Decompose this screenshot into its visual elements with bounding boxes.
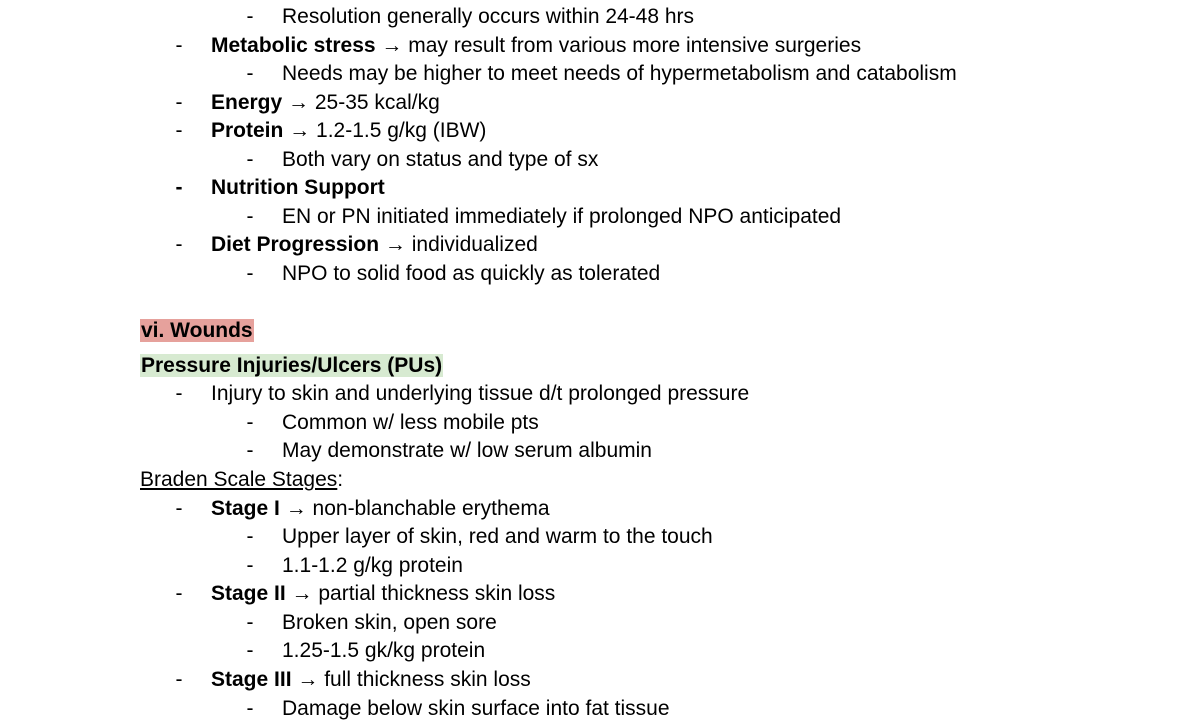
bullet-dash: - (246, 697, 254, 720)
item-text: Resolution generally occurs within 24-48 hrs (282, 5, 695, 28)
item-term: Nutrition Support (211, 176, 385, 199)
bullet-dash: - (175, 668, 183, 691)
list-item: 1.25-1.5 gk/kg protein (282, 639, 486, 662)
list-item: 1.1-1.2 g/kg protein (282, 554, 463, 577)
item-text: Both vary on status and type of sx (282, 148, 599, 171)
list-item: Upper layer of skin, red and warm to the touch (282, 525, 713, 548)
item-term: Energy (211, 91, 283, 114)
bullet-dash: - (246, 639, 254, 662)
item-text: Needs may be higher to meet needs of hypermetabolism and catabolism (282, 62, 957, 85)
list-item (282, 3, 694, 31)
bullet-dash: - (246, 411, 254, 434)
bullet-dash: - (175, 497, 183, 520)
item-text: NPO to solid food as quickly as tolerated (282, 262, 661, 285)
bullet-dash: - (246, 262, 254, 285)
list-item (211, 32, 861, 60)
list-item (282, 146, 598, 174)
arrow: → (283, 119, 317, 142)
bullet-dash: - (246, 525, 254, 548)
arrow: → (285, 582, 319, 605)
section-heading (140, 317, 254, 345)
list-item: Common w/ less mobile pts (282, 411, 539, 434)
arrow: → (375, 34, 409, 57)
item-text: EN or PN initiated immediately if prolonged NPO anticipated (282, 205, 842, 228)
item-term: Protein (211, 119, 284, 142)
arrow: → (379, 233, 412, 256)
bullet-dash: - (246, 554, 254, 577)
list-item (282, 203, 841, 231)
item-text: 1.2-1.5 g/kg (IBW) (316, 119, 487, 142)
braden-colon: : (337, 468, 344, 491)
bullet-dash: - (175, 119, 183, 142)
subheading (140, 352, 443, 380)
list-item (211, 580, 555, 608)
item-text: partial thickness skin loss (318, 582, 556, 605)
bullet-dash: - (246, 148, 254, 171)
list-item: Broken skin, open sore (282, 611, 497, 634)
bullet-dash: - (175, 582, 183, 605)
item-text: non-blanchable erythema (312, 497, 550, 520)
section-heading-text: vi. Wounds (141, 319, 253, 342)
item-text: full thickness skin loss (324, 668, 531, 691)
item-term: Stage III (211, 668, 292, 691)
bullet-dash: - (246, 439, 254, 462)
braden-label-text: Braden Scale Stages (140, 468, 338, 491)
item-term: Diet Progression (211, 233, 380, 256)
item-term: Stage II (211, 582, 286, 605)
bullet-dash: - (175, 382, 183, 405)
bullet-dash: - (246, 62, 254, 85)
bullet-dash: - (175, 176, 183, 199)
braden-scale-label (140, 466, 343, 494)
bullet-dash: - (175, 233, 183, 256)
list-item (282, 260, 660, 288)
item-text: 25-35 kcal/kg (314, 91, 440, 114)
bullet-dash: - (246, 205, 254, 228)
arrow: → (279, 497, 313, 520)
list-item: May demonstrate w/ low serum albumin (282, 439, 652, 462)
list-item (211, 174, 385, 202)
bullet-dash: - (175, 91, 183, 114)
bullet-dash: - (175, 34, 183, 57)
list-item (282, 60, 957, 88)
arrow: → (291, 668, 325, 691)
item-text: individualized (411, 233, 538, 256)
item-text: may result from various more intensive surgeries (408, 34, 862, 57)
bullet-dash: - (246, 5, 254, 28)
list-item (211, 89, 440, 117)
item-term: Metabolic stress (211, 34, 376, 57)
list-item (211, 666, 531, 694)
list-item: Damage below skin surface into fat tissue (282, 697, 670, 720)
subheading-text: Pressure Injuries/Ulcers (PUs) (141, 354, 443, 377)
list-item (211, 231, 538, 259)
bullet-dash: - (246, 611, 254, 634)
arrow: → (282, 91, 315, 114)
list-item: Injury to skin and underlying tissue d/t prolonged pressure (211, 382, 750, 405)
item-term: Stage I (211, 497, 280, 520)
list-item (211, 495, 550, 523)
list-item (211, 117, 486, 145)
